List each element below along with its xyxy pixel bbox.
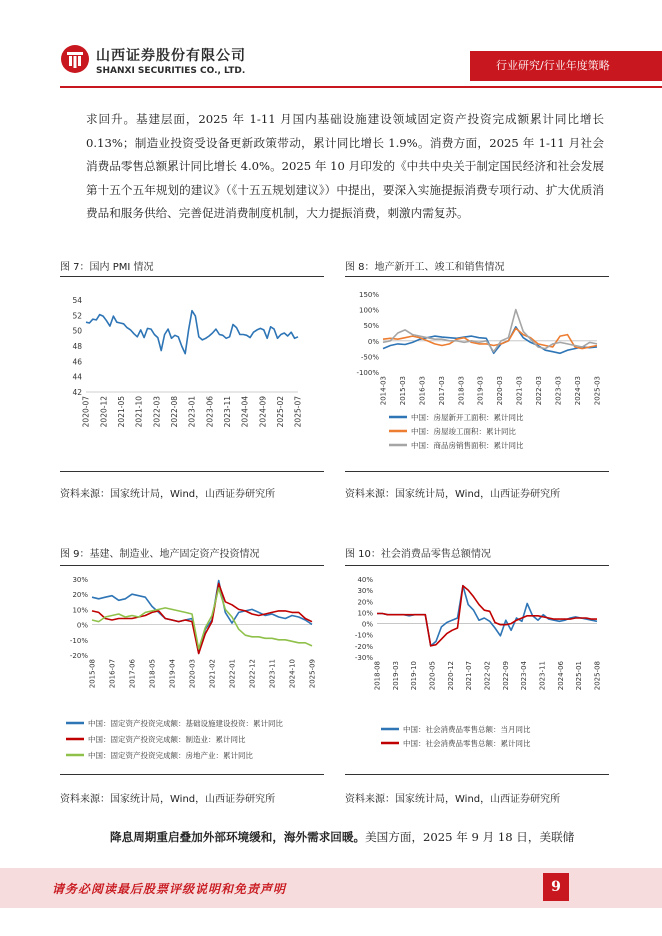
y-tick-label: -10% bbox=[69, 636, 88, 645]
legend-label: 中国：商品房销售面积：累计同比 bbox=[411, 441, 524, 450]
x-tick-label: 2024-10 bbox=[288, 659, 297, 689]
x-tick-label: 2018-08 bbox=[373, 661, 382, 691]
figure-7-source: 资料来源：国家统计局，Wind，山西证券研究所 bbox=[60, 489, 276, 500]
header-divider bbox=[60, 86, 662, 88]
x-tick-label: 2022-09 bbox=[501, 661, 510, 691]
y-tick-label: -30% bbox=[354, 654, 373, 662]
x-tick-label: 2023-06 bbox=[205, 396, 215, 428]
y-tick-label: 0% bbox=[361, 620, 373, 629]
y-tick-label: 0% bbox=[76, 621, 88, 630]
figure-7-chart bbox=[60, 280, 324, 470]
figure-10-chart bbox=[345, 569, 609, 773]
legend-label: 中国：房屋竣工面积：累计同比 bbox=[411, 427, 516, 436]
x-tick-label: 2021-07 bbox=[465, 661, 474, 691]
x-tick-label: 2019-04 bbox=[168, 659, 177, 689]
y-tick-label: -20% bbox=[69, 652, 88, 660]
x-tick-label: 2024-03 bbox=[573, 376, 582, 406]
series-line bbox=[86, 311, 298, 354]
x-tick-label: 2024-04 bbox=[240, 396, 250, 428]
y-tick-label: 44 bbox=[72, 372, 82, 382]
y-tick-label: 50 bbox=[72, 326, 82, 336]
x-tick-label: 2023-11 bbox=[538, 661, 547, 691]
y-tick-label: -10% bbox=[354, 631, 373, 640]
series-line bbox=[383, 310, 597, 352]
x-tick-label: 2023-11 bbox=[268, 659, 277, 689]
x-tick-label: 2019-10 bbox=[410, 661, 419, 691]
x-tick-label: 2018-03 bbox=[457, 376, 466, 406]
figure-8-source: 资料来源：国家统计局，Wind，山西证券研究所 bbox=[345, 489, 561, 500]
x-tick-label: 2016-07 bbox=[108, 659, 117, 689]
x-tick-label: 2024-09 bbox=[258, 396, 268, 428]
figure-10-source: 资料来源：国家统计局，Wind，山西证券研究所 bbox=[345, 794, 561, 805]
company-name-en: SHANXI SECURITIES CO., LTD. bbox=[96, 66, 246, 76]
y-tick-label: 20% bbox=[72, 591, 88, 600]
x-tick-label: 2016-03 bbox=[418, 376, 427, 406]
y-tick-label: 100% bbox=[358, 306, 379, 315]
x-tick-label: 2019-03 bbox=[391, 661, 400, 691]
paragraph-2-lead: 降息周期重启叠加外部环境缓和，海外需求回暖。 bbox=[110, 830, 366, 844]
x-tick-label: 2024-06 bbox=[556, 661, 565, 691]
legend-label: 中国：社会消费品零售总额：累计同比 bbox=[403, 739, 531, 748]
y-tick-label: -100% bbox=[356, 369, 379, 377]
y-tick-label: 52 bbox=[72, 311, 82, 321]
report-category: 行业研究/行业年度策略 bbox=[470, 51, 662, 81]
x-tick-label: 2022-03 bbox=[535, 376, 544, 406]
x-tick-label: 2020-03 bbox=[496, 376, 505, 406]
x-tick-label: 2022-12 bbox=[248, 659, 257, 689]
figure-8-chart bbox=[345, 280, 609, 470]
legend-label: 中国：房屋新开工面积：累计同比 bbox=[411, 413, 524, 422]
y-tick-label: 46 bbox=[72, 357, 82, 367]
body-paragraph-2 bbox=[86, 826, 604, 850]
x-tick-label: 2021-05 bbox=[116, 396, 126, 428]
y-tick-label: 50% bbox=[363, 322, 379, 331]
y-tick-label: 30% bbox=[72, 576, 88, 584]
x-tick-label: 2025-02 bbox=[275, 396, 285, 428]
legend-label: 中国：固定资产投资完成额：基础设施建设投资：累计同比 bbox=[88, 719, 283, 728]
x-tick-label: 2023-04 bbox=[520, 661, 529, 691]
page-number: 9 bbox=[543, 873, 569, 901]
x-tick-label: 2020-12 bbox=[99, 396, 109, 428]
x-tick-label: 2022-01 bbox=[228, 659, 237, 689]
page-header bbox=[0, 0, 662, 90]
x-tick-label: 2020-12 bbox=[446, 661, 455, 691]
paragraph-2-text: 美国方面，2025 年 9 月 18 日，美联储 bbox=[365, 830, 575, 844]
y-tick-label: 20% bbox=[357, 598, 373, 607]
company-logo-icon bbox=[60, 44, 90, 74]
legend-label: 中国：固定资产投资完成额：制造业：累计同比 bbox=[88, 735, 246, 744]
y-tick-label: 10% bbox=[357, 609, 373, 618]
body-paragraph-1: 求回升。基建层面，2025 年 1-11 月国内基础设施建设领域固定资产投资完成额累计同比增长 0.13%；制造业投资受设备更新政策带动，累计同比增长 1.9%。消费方面，2025 年 1-11 月社会消费品零售总额累计同比增长 4.0%。2025 年 10 月印发的《中共中央关于制定国民经济和社会发展第十五个五年规划的建议》（《十五五规划建议》）中提出，要深入实施提振消费专项行动、扩大优质消费品和服务供给、完善促进消费制度机制，大力提振消费，刺激内需复苏。 bbox=[86, 112, 604, 220]
company-name-cn: 山西证券股份有限公司 bbox=[96, 48, 246, 64]
y-tick-label: 150% bbox=[358, 291, 379, 299]
x-tick-label: 2021-02 bbox=[208, 659, 217, 689]
x-tick-label: 2021-03 bbox=[515, 376, 524, 406]
x-tick-label: 2021-10 bbox=[134, 396, 144, 428]
figure-9-chart bbox=[60, 569, 324, 773]
x-tick-label: 2022-08 bbox=[169, 396, 179, 428]
x-tick-label: 2025-03 bbox=[593, 376, 602, 406]
y-tick-label: 0% bbox=[367, 337, 379, 346]
x-tick-label: 2025-07 bbox=[293, 396, 303, 428]
x-tick-label: 2025-01 bbox=[575, 661, 584, 691]
x-tick-label: 2018-05 bbox=[148, 659, 157, 689]
series-line bbox=[383, 327, 597, 354]
x-tick-label: 2015-08 bbox=[88, 659, 97, 689]
x-tick-label: 2014-03 bbox=[379, 376, 388, 406]
y-tick-label: -20% bbox=[354, 642, 373, 651]
x-tick-label: 2019-03 bbox=[476, 376, 485, 406]
x-tick-label: 2023-03 bbox=[554, 376, 563, 406]
x-tick-label: 2020-07 bbox=[81, 396, 91, 428]
series-line bbox=[377, 586, 597, 646]
y-tick-label: 42 bbox=[72, 388, 82, 397]
legend-label: 中国：社会消费品零售总额：当月同比 bbox=[403, 725, 531, 734]
y-tick-label: -50% bbox=[360, 353, 379, 362]
y-tick-label: 30% bbox=[357, 587, 373, 596]
figure-9-title: 图 9：基建、制造业、地产固定资产投资情况 bbox=[60, 549, 260, 560]
y-tick-label: 40% bbox=[357, 576, 373, 584]
disclaimer-note: 请务必阅读最后股票评级说明和免责声明 bbox=[52, 882, 287, 896]
figure-8-title: 图 8：地产新开工、竣工和销售情况 bbox=[345, 262, 505, 273]
x-tick-label: 2023-11 bbox=[222, 396, 232, 428]
series-line bbox=[92, 584, 312, 654]
y-tick-label: 10% bbox=[72, 606, 88, 615]
x-tick-label: 2015-03 bbox=[398, 376, 407, 406]
y-tick-label: 48 bbox=[72, 342, 82, 351]
x-tick-label: 2025-08 bbox=[593, 661, 602, 691]
x-tick-label: 2022-02 bbox=[483, 661, 492, 691]
x-tick-label: 2025-09 bbox=[308, 659, 317, 689]
x-tick-label: 2017-03 bbox=[437, 376, 446, 406]
figure-7-title: 图 7：国内 PMI 情况 bbox=[60, 262, 154, 273]
x-tick-label: 2020-03 bbox=[188, 659, 197, 689]
x-tick-label: 2022-03 bbox=[152, 396, 162, 428]
x-tick-label: 2020-05 bbox=[428, 661, 437, 691]
x-tick-label: 2023-01 bbox=[187, 396, 197, 428]
x-tick-label: 2017-06 bbox=[128, 659, 137, 689]
figure-9-source: 资料来源：国家统计局，Wind，山西证券研究所 bbox=[60, 794, 276, 805]
figure-10-title: 图 10：社会消费品零售总额情况 bbox=[345, 549, 491, 560]
y-tick-label: 54 bbox=[72, 296, 82, 305]
legend-label: 中国：固定资产投资完成额：房地产业：累计同比 bbox=[88, 751, 253, 760]
